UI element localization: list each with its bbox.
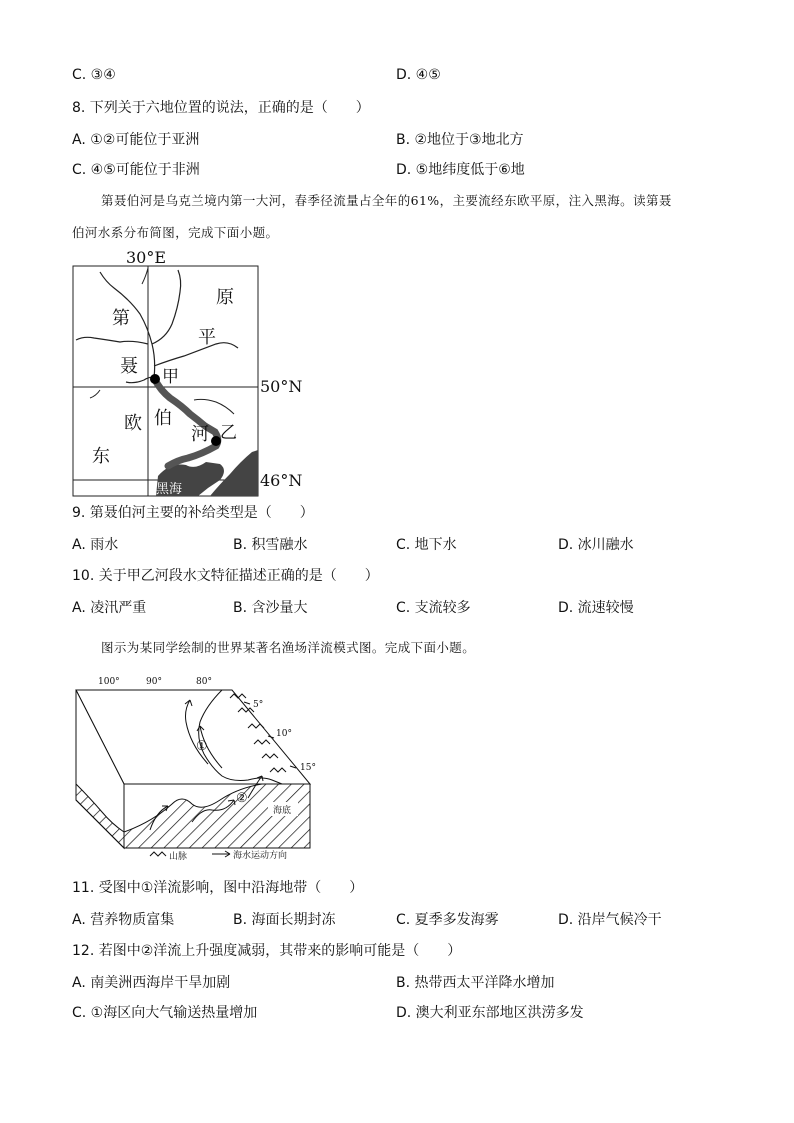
question-9-stem: 9. 第聂伯河主要的补给类型是（ ）: [72, 505, 314, 521]
question-12-option-c: C. ①海区向大气输送热量增加: [72, 1005, 258, 1021]
question-8-option-d: D. ⑤地纬度低于⑥地: [396, 162, 525, 178]
current-1-label: ①: [196, 739, 208, 754]
question-10-option-a: A. 凌汛严重: [72, 600, 147, 616]
tributary-west: [76, 337, 148, 344]
question-11-option-c: C. 夏季多发海雾: [396, 912, 499, 928]
tributary-east: [154, 343, 238, 366]
question-11-option-a: A. 营养物质富集: [72, 912, 175, 928]
question-12-option-a: A. 南美洲西海岸干旱加剧: [72, 975, 231, 991]
question-11-stem: 11. 受图中①洋流影响，图中沿海地带（ ）: [72, 880, 364, 896]
current-2-label: ②: [236, 791, 248, 806]
question-8-option-a: A. ①②可能位于亚洲: [72, 132, 200, 148]
map-char-ou: 欧: [124, 413, 142, 434]
map-char-bo: 伯: [154, 408, 172, 429]
map-char-nie: 聂: [120, 356, 138, 377]
seabed-label: 海底: [273, 806, 292, 816]
question-9-option-d: D. 冰川融水: [558, 537, 634, 553]
lon-90-label: 90°: [146, 677, 162, 687]
tributary-southwest: [90, 390, 100, 398]
black-sea-label: 黑海: [156, 482, 183, 497]
question-12-option-b: B. 热带西太平洋降水增加: [396, 975, 555, 991]
map-char-he: 河: [191, 424, 209, 445]
question-9-option-c: C. 地下水: [396, 537, 457, 553]
ocean-current-block-diagram: [72, 672, 332, 864]
question-10-stem: 10. 关于甲乙河段水文特征描述正确的是（ ）: [72, 568, 379, 584]
tributary-southeast: [194, 399, 234, 414]
map-char-yuan: 原: [216, 287, 234, 308]
dnieper-river-map: [70, 248, 320, 498]
lat-10-label: 10°: [276, 729, 292, 739]
option-c: C. ③④: [72, 67, 116, 83]
question-9-option-a: A. 雨水: [72, 537, 119, 553]
tributary-north: [142, 268, 148, 284]
question-11-option-b: B. 海面长期封冻: [233, 912, 336, 928]
question-10-option-c: C. 支流较多: [396, 600, 471, 616]
latitude-50-label: 50°N: [260, 377, 303, 396]
passage-1-line-2: 伯河水系分布简图，完成下面小题。: [72, 225, 279, 240]
question-9-option-b: B. 积雪融水: [233, 537, 308, 553]
map-char-ping: 平: [198, 327, 216, 348]
question-11-option-d: D. 沿岸气候冷干: [558, 912, 662, 928]
point-yi-label: 乙: [220, 423, 237, 443]
question-10-option-d: D. 流速较慢: [558, 600, 634, 616]
latitude-46-label: 46°N: [260, 471, 303, 490]
question-8-option-b: B. ②地位于③地北方: [396, 132, 524, 148]
question-12-stem: 12. 若图中②洋流上升强度减弱，其带来的影响可能是（ ）: [72, 943, 462, 959]
legend-flow-label: 海水运动方向: [233, 851, 288, 861]
question-10-option-b: B. 含沙量大: [233, 600, 308, 616]
lat-15-label: 15°: [300, 763, 316, 773]
longitude-label: 30°E: [126, 248, 167, 267]
question-8-stem: 8. 下列关于六地位置的说法，正确的是（ ）: [72, 100, 370, 116]
question-8-option-c: C. ④⑤可能位于非洲: [72, 162, 200, 178]
legend-mountain-label: 山脉: [169, 852, 188, 862]
map-char-dong: 东: [92, 446, 110, 467]
lon-100-label: 100°: [98, 677, 120, 687]
point-jia-label: 甲: [162, 367, 179, 387]
passage-2-line-1: 图示为某同学绘制的世界某著名渔场洋流模式图。完成下面小题。: [101, 640, 476, 655]
question-12-option-d: D. 澳大利亚东部地区洪涝多发: [396, 1005, 584, 1021]
option-d: D. ④⑤: [396, 67, 441, 83]
lat-5-label: 5°: [253, 700, 264, 710]
legend-mountain-icon: [150, 852, 166, 856]
passage-1-line-1: 第聂伯河是乌克兰境内第一大河，春季径流量占全年的61%，主要流经东欧平原，注入黑海。读第聂: [101, 193, 672, 208]
map-char-di: 第: [112, 308, 130, 329]
point-jia-marker: [150, 374, 160, 384]
lon-80-label: 80°: [196, 677, 212, 687]
tributary-desna: [152, 270, 181, 344]
